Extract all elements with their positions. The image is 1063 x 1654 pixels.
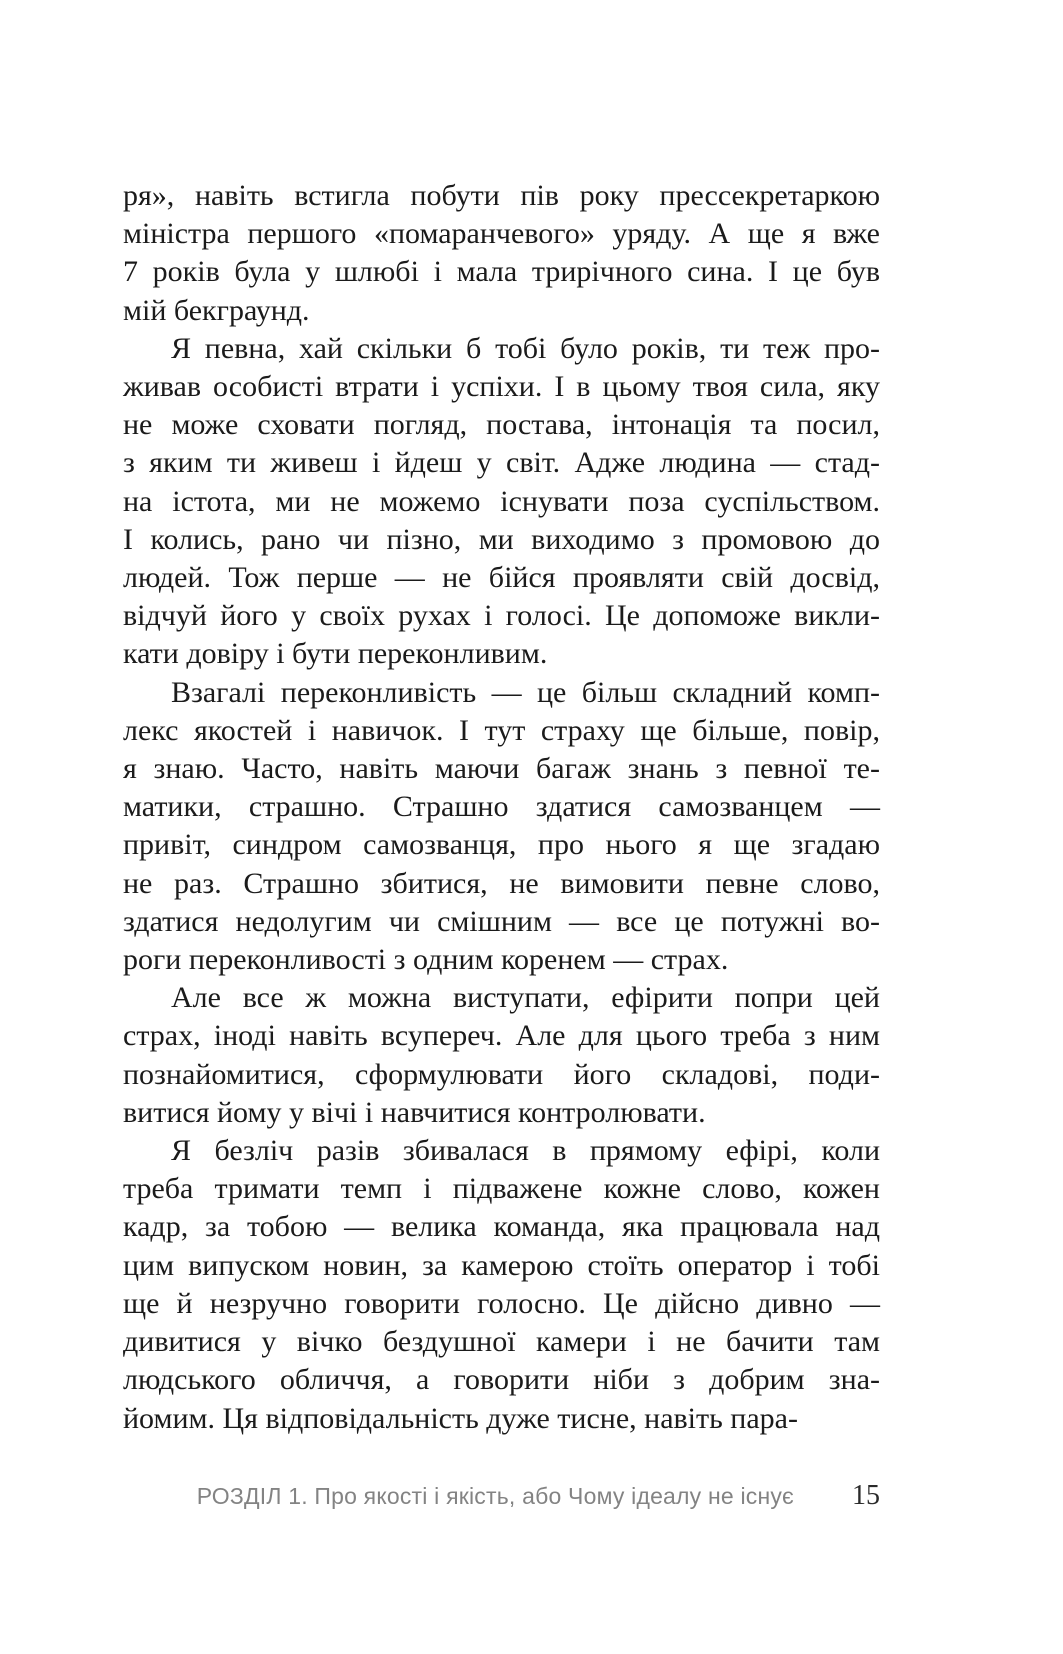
text-line: кадр, за тобою — велика команда, яка працювала над: [123, 1210, 880, 1244]
text-line: Взагалі переконливість — це більш складний комп-: [171, 675, 880, 709]
text-line: міністра першого «помаранчевого» уряду. А ще я вже: [123, 217, 880, 251]
paragraph: [123, 177, 880, 330]
text-line: на істота, ми не можемо існувати поза суспільством.: [123, 484, 880, 518]
text-line: роги переконливості з одним коренем — страх.: [123, 943, 729, 977]
paragraph: [123, 1132, 880, 1438]
text-line: познайомитися, сформулювати його складові, поди-: [123, 1057, 880, 1091]
text-line: страх, іноді навіть всупереч. Але для цього треба з ним: [123, 1019, 880, 1053]
text-line: Я безліч разів збивалася в прямому ефірі, коли: [171, 1134, 880, 1168]
text-line: я знаю. Часто, навіть маючи багаж знань з певної те-: [123, 752, 880, 786]
text-line: мій бекграунд.: [123, 293, 310, 327]
text-line: кати довіру і бути переконливим.: [123, 637, 548, 671]
footer-page-number: 15: [852, 1480, 880, 1511]
text-line: людей. Тож перше — не бійся проявляти свій досвід,: [123, 561, 880, 595]
text-line: дивитися у вічко бездушної камери і не бачити там: [123, 1325, 880, 1359]
text-line: здатися недолугим чи смішним — все це потужні во-: [123, 904, 880, 938]
text-line: привіт, синдром самозванця, про нього я ще згадаю: [123, 828, 880, 862]
text-line: Але все ж можна виступати, ефірити попри цей: [171, 981, 880, 1015]
body-text: [123, 177, 880, 1438]
text-line: ря», навіть встигла побути пів року прессекретаркою: [123, 179, 880, 212]
text-line: не може сховати погляд, постава, інтонація та посил,: [123, 408, 880, 442]
text-line: лекс якостей і навичок. І тут страху ще більше, повір,: [123, 713, 880, 747]
text-line: з яким ти живеш і йдеш у світ. Адже людина — стад-: [123, 446, 880, 480]
text-line: ще й незручно говорити голосно. Це дійсно дивно —: [123, 1286, 880, 1320]
text-line: треба тримати темп і підважене кожне слово, кожен: [123, 1172, 880, 1206]
text-line: 7 років була у шлюбі і мала трирічного сина. І це був: [123, 255, 880, 289]
footer-chapter-label: РОЗДІЛ 1. Про якості і якість, або Чому ідеалу не існує: [196, 1483, 794, 1509]
text-line: не раз. Страшно збитися, не вимовити певне слово,: [123, 866, 880, 900]
text-line: йомим. Ця відповідальність дуже тисне, навіть пара-: [123, 1401, 798, 1435]
text-line: витися йому у вічі і навчитися контролювати.: [123, 1095, 706, 1129]
paragraph: [123, 979, 880, 1132]
text-line: цим випуском новин, за камерою стоїть оператор і тобі: [123, 1248, 880, 1282]
paragraph: [123, 330, 880, 674]
text-line: І колись, рано чи пізно, ми виходимо з промовою до: [123, 522, 880, 556]
text-line: матики, страшно. Страшно здатися самозванцем —: [123, 790, 880, 824]
text-line: людського обличчя, а говорити ніби з добрим зна-: [123, 1363, 880, 1397]
text-line: Я певна, хай скільки б тобі було років, ти теж про-: [171, 331, 880, 365]
page-footer: [123, 1480, 880, 1512]
text-line: живав особисті втрати і успіхи. І в цьому твоя сила, яку: [123, 370, 880, 404]
paragraph: [123, 674, 880, 980]
text-line: відчуй його у своїх рухах і голосі. Це допоможе викли-: [123, 599, 880, 633]
